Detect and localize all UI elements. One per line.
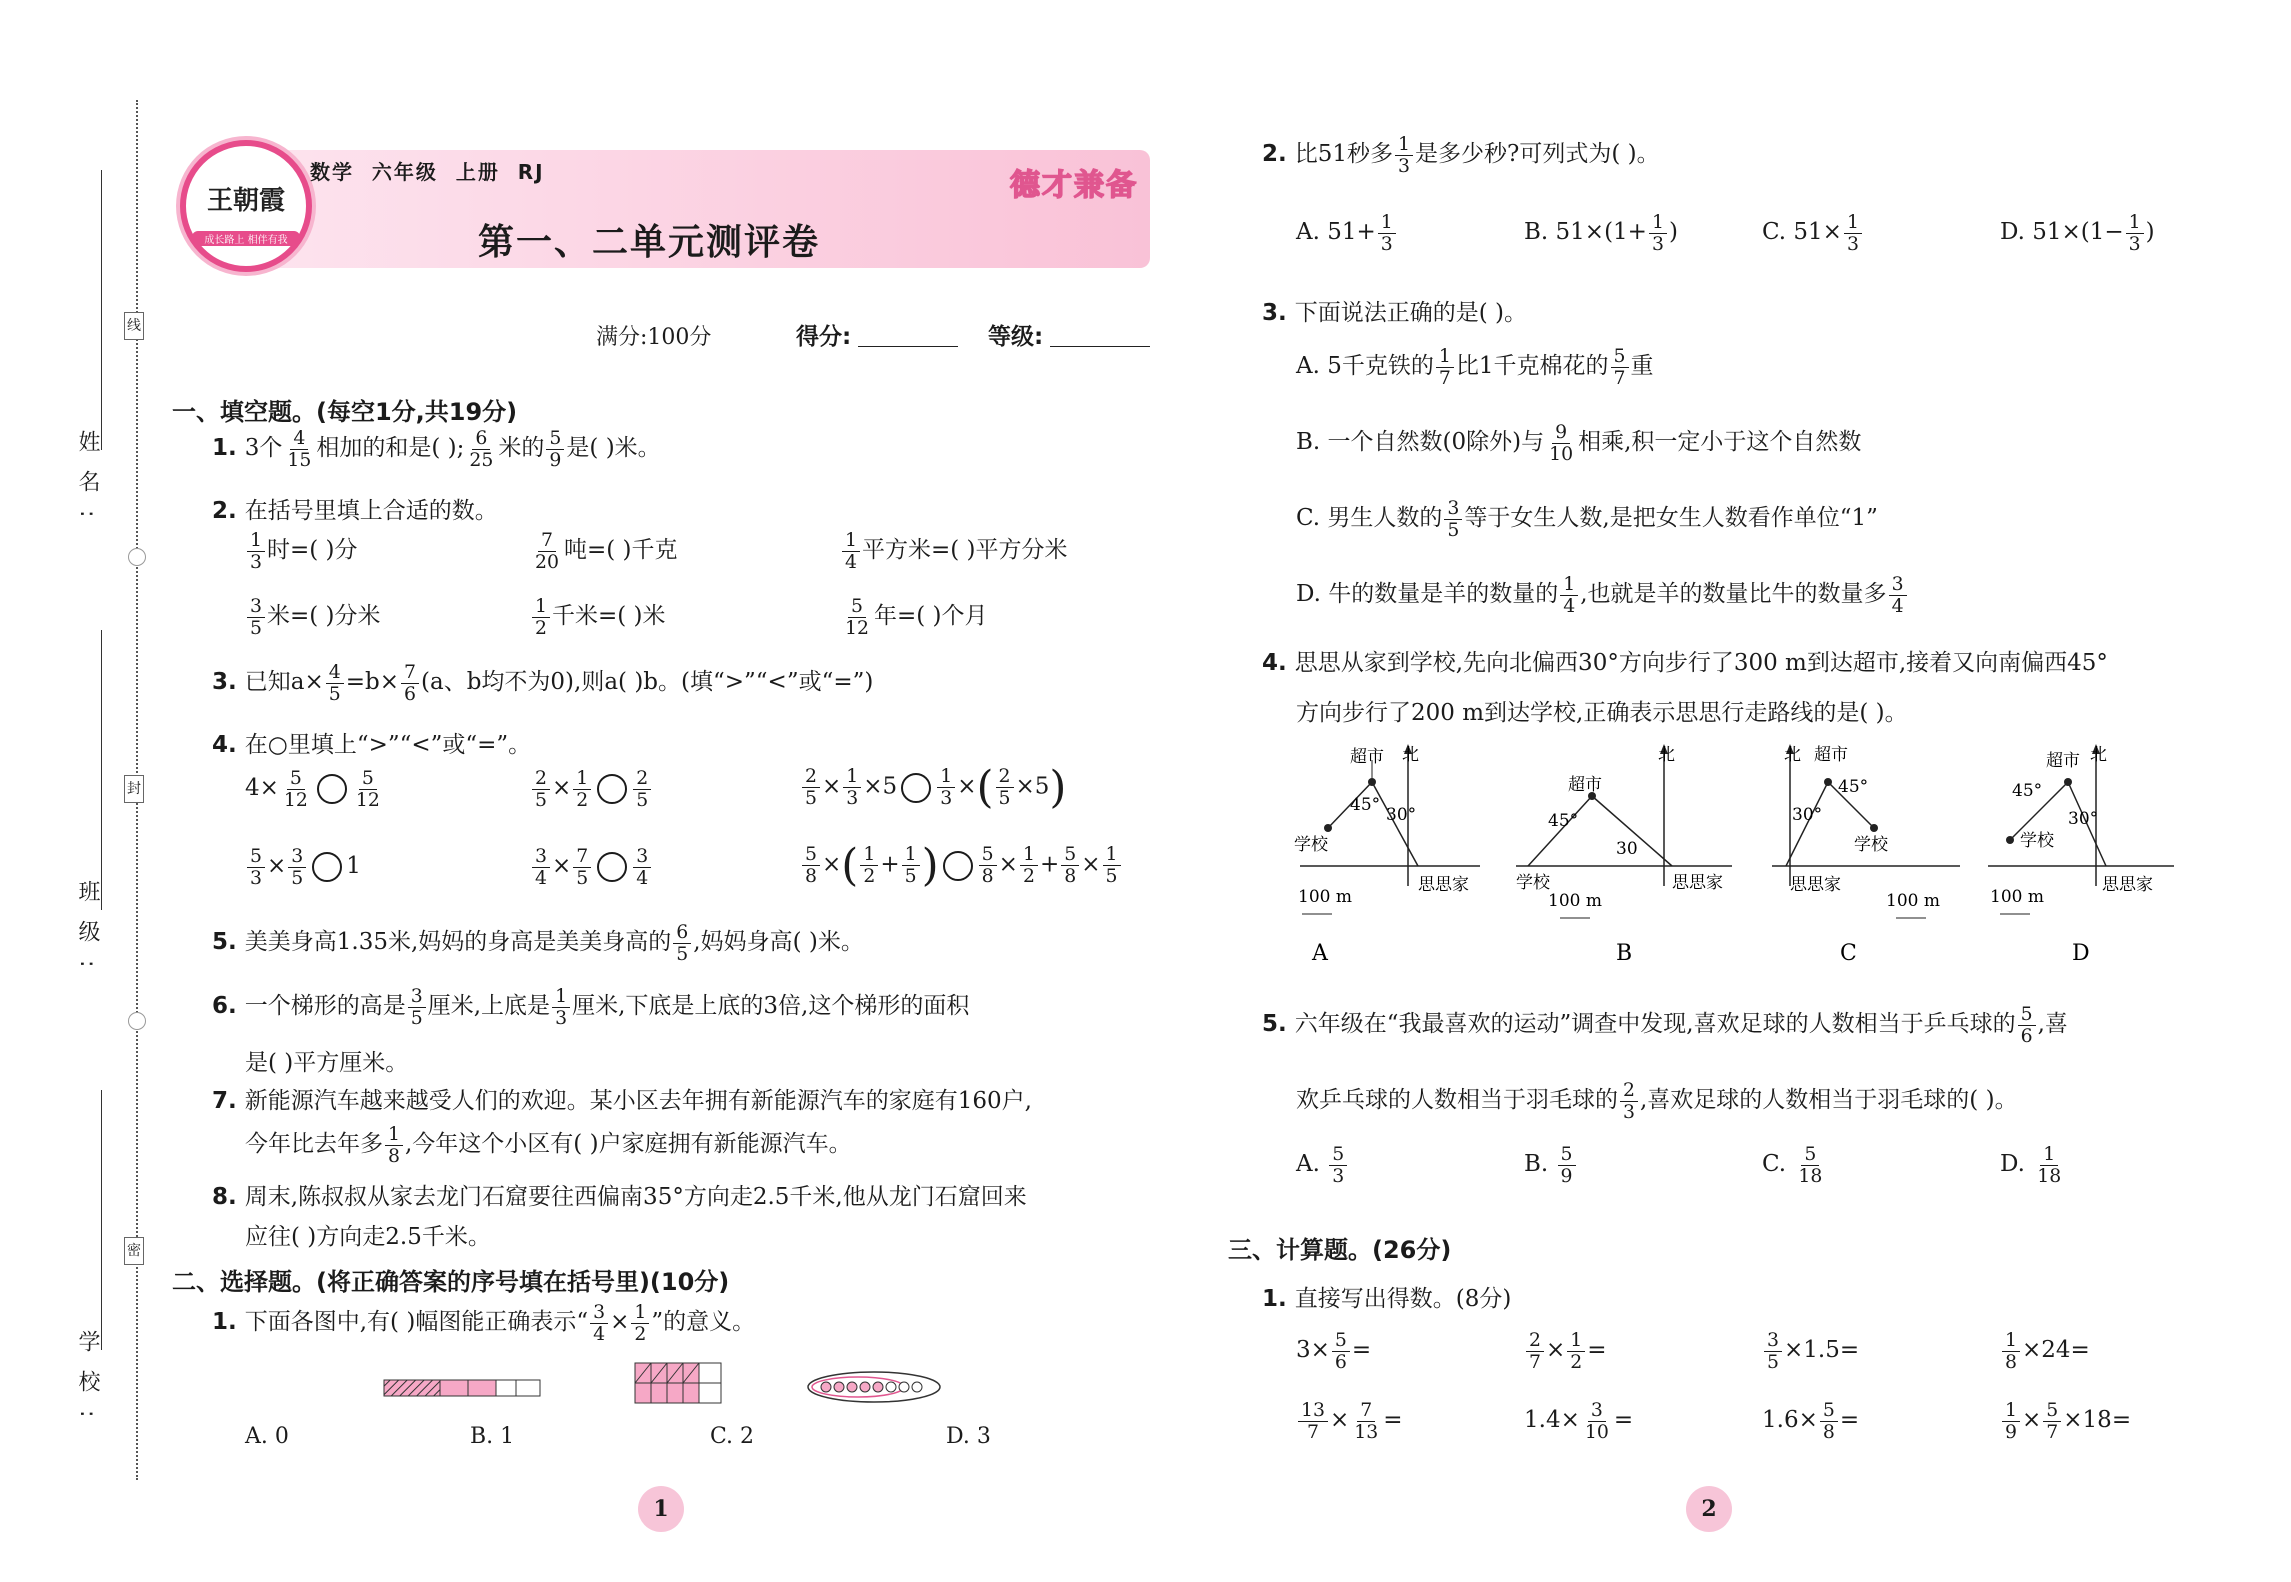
map-label-home: 思思家 [1790,875,1841,895]
grade-blank[interactable] [1050,346,1150,347]
map-label-north: 北 [2090,745,2107,765]
page-number-left: 1 [638,1486,684,1532]
q2-item: $\frac{7}{20}$ 吨=( )千克 [535,529,678,573]
map-label-school: 学校 [2020,831,2054,851]
q2-item: $\frac{1}{2}$ 千米=( )米 [530,596,666,638]
q8-cont: 应往( )方向走2.5千米。 [245,1224,491,1250]
logo-sub: 成长路上 相伴有我 [192,231,300,246]
map-label-north: 北 [1658,745,1675,765]
section-3-heading: 三、计算题。(26分) [1228,1236,1452,1264]
map-label-store: 超市 [2046,751,2080,771]
choice-q4: 4. 思思从家到学校,先向北偏西30°方向步行了300 m到达超市,接着又向南偏西45° [1262,650,2108,676]
calc-expr[interactable]: 1.4× $\frac{3}{10}$ = [1524,1399,1634,1443]
q2: 2. 在括号里填上合适的数。 [212,498,498,524]
q6-cont: 是( )平方厘米。 [245,1050,409,1076]
score-blank[interactable] [858,346,958,347]
map-label-home: 思思家 [1418,875,1469,895]
compare-expr: $\frac{2}{5}$ × $\frac{1}{2}$ $\frac{2}{5}$ [530,768,653,810]
compare-circle[interactable] [901,773,931,803]
calc-expr[interactable]: 3× $\frac{5}{6}$ = [1296,1329,1372,1373]
map-angle: 45° [1548,811,1579,831]
route-map-d[interactable] [1984,740,2184,970]
q2-item: $\frac{5}{12}$ 年=( )个月 [845,595,988,639]
map-angle: 45° [1838,777,1869,797]
choice-q3: 3. 下面说法正确的是( )。 [1262,300,1528,326]
page-number-right: 2 [1686,1486,1732,1532]
binding-line-name [101,170,102,450]
binding-line-class [101,630,102,910]
calc-expr[interactable]: $\frac{1}{9}$ × $\frac{5}{7}$ ×18= [2000,1400,2131,1442]
q3: 3. 已知a× $\frac{4}{5}$ =b× $\frac{7}{6}$ (a、b均不为0),则a( )b。(填“>”“<”或“=”) [212,661,874,705]
binding-line-school [101,1090,102,1350]
choice-option[interactable]: B. $\frac{5}{9}$ [1524,1144,1578,1186]
map-scale: 100 m [1298,887,1352,907]
map-label-home: 思思家 [2102,875,2153,895]
choice-option[interactable]: D. 牛的数量是羊的数量的 $\frac{1}{4}$ ,也就是羊的数量比牛的数量多 $\frac{3}{4}$ [1296,574,1909,616]
map-option-label: B [1616,941,1633,966]
route-map-b[interactable] [1512,740,1742,970]
choice-q5: 5. 六年级在“我最喜欢的运动”调查中发现,喜欢足球的人数相当于乒乓球的 $\frac{5}{6}$ ,喜 [1262,1003,2068,1047]
map-angle: 30° [1792,805,1823,825]
map-angle: 45° [2012,781,2043,801]
choice-option[interactable]: D. 3 [946,1424,991,1449]
choice-option[interactable]: B. 51×(1+ $\frac{1}{3}$ ) [1524,211,1678,255]
map-option-label: D [2072,941,2090,966]
motto-badge: 德才兼备 [1010,168,1138,203]
seal-box-xian: 线 [124,312,144,340]
map-option-label: A [1312,941,1328,966]
q1: 1. 3个 $\frac{4}{15}$ 相加的和是( ); $\frac{6}{25}$ 米的 $\frac{5}{9}$ 是( )米。 [212,427,661,471]
compare-circle[interactable] [317,774,347,804]
logo-text: 王朝霞 [206,186,285,216]
choice-option[interactable]: C. 男生人数的 $\frac{3}{5}$ 等于女生人数,是把女生人数看作单位“1” [1296,497,1878,541]
compare-circle[interactable] [597,774,627,804]
calc-expr[interactable]: $\frac{1}{8}$ ×24= [2000,1330,2090,1372]
calc-q1: 1. 直接写出得数。(8分) [1262,1286,1512,1312]
compare-circle[interactable] [312,852,342,882]
map-scale: 100 m [1990,887,2044,907]
choice-option[interactable]: D. $\frac{1}{18}$ [2000,1143,2062,1187]
map-label-north: 北 [1784,745,1801,765]
choice-option[interactable]: A. $\frac{5}{3}$ [1296,1144,1349,1186]
choice-option[interactable]: B. 1 [470,1424,515,1449]
choice-q1: 1. 下面各图中,有( )幅图能正确表示“ $\frac{3}{4}$ × $\frac{1}{2}$ ”的意义。 [212,1301,756,1345]
route-map-a[interactable] [1290,740,1490,970]
section-2-heading: 二、选择题。(将正确答案的序号填在括号里)(10分) [172,1268,730,1296]
q7: 7. 新能源汽车越来越受人们的欢迎。某小区去年拥有新能源汽车的家庭有160户, [212,1088,1032,1114]
fraction-bar-figure [383,1378,543,1398]
q5: 5. 美美身高1.35米,妈妈的身高是美美身高的 $\frac{6}{5}$ ,妈妈身高( )米。 [212,921,864,965]
choice-option[interactable]: D. 51×(1− $\frac{1}{3}$ ) [2000,211,2155,255]
choice-option[interactable]: A. 51+ $\frac{1}{3}$ [1296,212,1398,254]
map-scale: 100 m [1548,891,1602,911]
choice-q4-cont: 方向步行了200 m到达学校,正确表示思思行走路线的是( )。 [1296,700,1908,726]
calc-expr[interactable]: $\frac{2}{7}$ × $\frac{1}{2}$ = [1524,1330,1607,1372]
calc-expr[interactable]: $\frac{3}{5}$ ×1.5= [1762,1330,1859,1372]
page-title: 第一、二单元测评卷 [478,222,821,263]
q2-item: $\frac{3}{5}$ 米=( )分米 [245,596,381,638]
compare-circle[interactable] [943,851,973,881]
compare-expr: $\frac{5}{3}$ × $\frac{3}{5}$ 1 [245,846,361,888]
map-option-label: C [1840,941,1857,966]
q2-item: $\frac{1}{4}$ 平方米=( )平方分米 [840,530,1068,572]
map-angle: 30° [1386,805,1417,825]
route-map-c[interactable] [1770,740,1970,970]
map-angle: 30 [1616,839,1638,859]
choice-q2: 2. 比51秒多 $\frac{1}{3}$ 是多少秒?可列式为( )。 [1262,133,1660,177]
seal-box-mi: 密 [124,1237,144,1265]
q8: 8. 周末,陈叔叔从家去龙门石窟要往西偏南35°方向走2.5千米,他从龙门石窟回来 [212,1184,1027,1210]
compare-circle[interactable] [597,852,627,882]
full-score: 满分:100分 [596,325,712,350]
score-label: 得分: [796,324,852,350]
map-label-school: 学校 [1854,835,1888,855]
map-label-store: 超市 [1814,745,1848,765]
map-angle: 45° [1350,795,1381,815]
map-label-school: 学校 [1516,873,1550,893]
compare-expr: $\frac{3}{4}$ × $\frac{7}{5}$ $\frac{3}{4}$ [530,846,653,888]
punch-hole-icon [128,548,146,566]
map-label-north: 北 [1402,745,1419,765]
grade-label: 等级: [988,324,1044,350]
map-label-school: 学校 [1294,835,1328,855]
map-scale: 100 m [1886,891,1940,911]
logo-badge [180,140,312,272]
q7-cont: 今年比去年多 $\frac{1}{8}$ ,今年这个小区有( )户家庭拥有新能源汽车。 [245,1123,852,1167]
calc-expr[interactable]: $\frac{13}{7}$ × $\frac{7}{13}$ = [1296,1400,1403,1442]
seal-box-feng: 封 [124,775,144,803]
map-label-home: 思思家 [1672,873,1723,893]
choice-option[interactable]: C. 51× $\frac{1}{3}$ [1762,212,1864,254]
compare-expr: $\frac{5}{8}$ ×( $\frac{1}{2}$ + $\frac{1}{5}$ ) $\frac{5}{8}$ × $\frac{1}{2}$ + $\frac{5}{8}$ × $\frac{1}{5}$ [800,840,1123,891]
compare-expr: 4× $\frac{5}{12}$ $\frac{5}{12}$ [245,767,380,811]
label-name: 姓名: [75,430,100,536]
choice-option[interactable]: C. $\frac{5}{18}$ [1762,1143,1823,1187]
q2-item: $\frac{1}{3}$ 时=( )分 [245,530,358,572]
punch-hole-icon [128,1012,146,1030]
choice-option[interactable]: A. 5千克铁的 $\frac{1}{7}$ 比1千克棉花的 $\frac{5}{7}$ 重 [1296,345,1654,389]
map-angle: 30° [2068,809,2099,829]
q6: 6. 一个梯形的高是 $\frac{3}{5}$ 厘米,上底是 $\frac{1}{3}$ 厘米,下底是上底的3倍,这个梯形的面积 [212,985,970,1029]
choice-option[interactable]: B. 一个自然数(0除外)与 $\frac{9}{10}$ 相乘,积一定小于这个自然数 [1296,421,1862,465]
choice-option[interactable]: A. 0 [245,1424,289,1449]
section-1-heading: 一、填空题。(每空1分,共19分) [172,398,518,426]
label-class: 班级: [75,880,100,986]
map-label-store: 超市 [1350,747,1384,767]
fraction-dots-figure [806,1370,946,1404]
label-school: 学校: [75,1330,100,1436]
compare-expr: $\frac{2}{5}$ × $\frac{1}{3}$ ×5 $\frac{1}{3}$ ×( $\frac{2}{5}$ ×5) [800,762,1066,813]
choice-q5-cont: 欢乒乓球的人数相当于羽毛球的 $\frac{2}{3}$ ,喜欢足球的人数相当于羽毛球的( )。 [1296,1079,2018,1123]
fraction-grid-figure [634,1362,724,1404]
map-label-store: 超市 [1568,775,1602,795]
q4: 4. 在○里填上“>”“<”或“=”。 [212,732,532,758]
choice-option[interactable]: C. 2 [710,1424,755,1449]
calc-expr[interactable]: 1.6× $\frac{5}{8}$ = [1762,1399,1860,1443]
subject-line: 数学 六年级 上册 RJ [310,160,545,184]
